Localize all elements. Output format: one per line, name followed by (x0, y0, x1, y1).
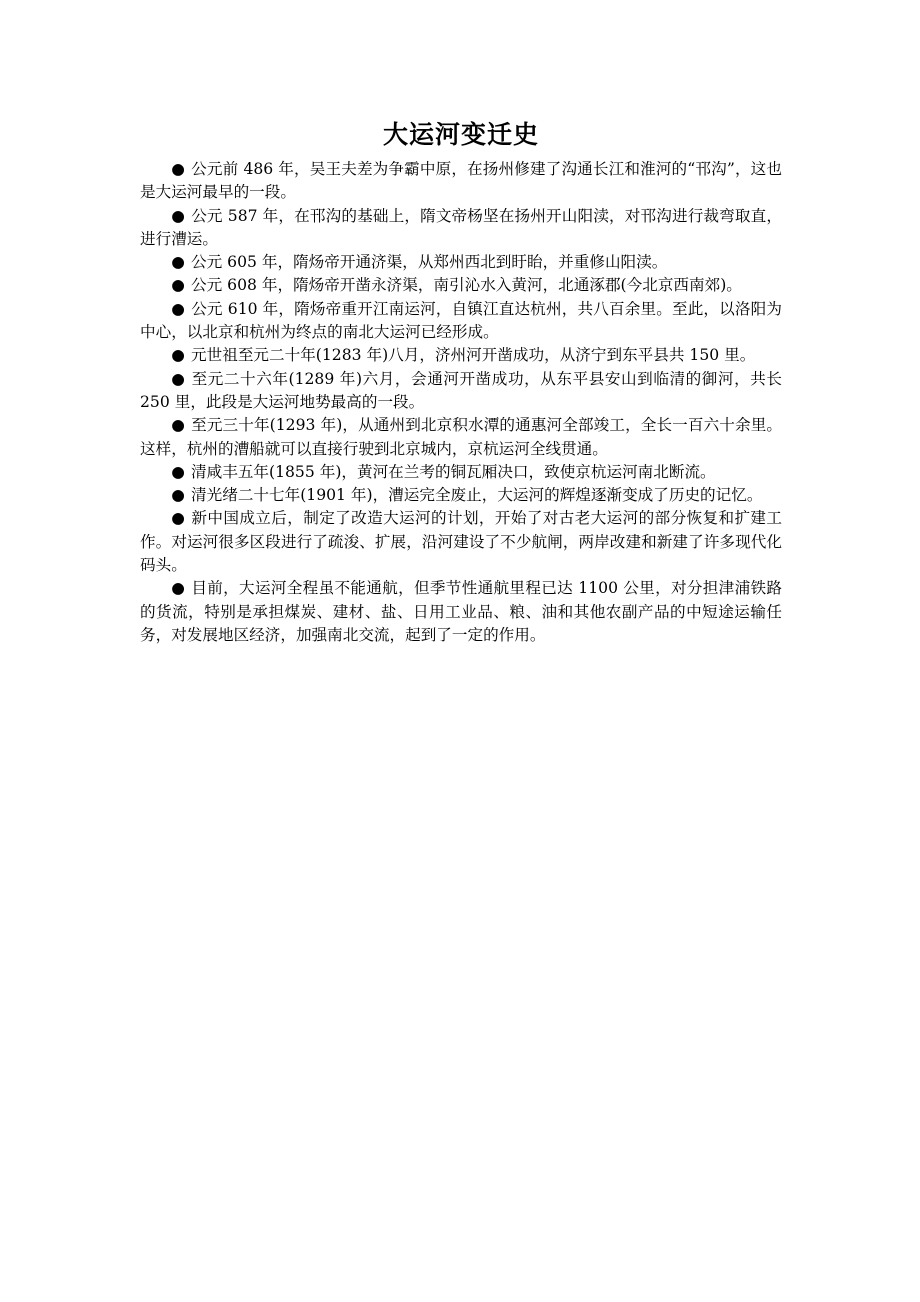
history-entry (140, 484, 782, 507)
entry-text: 公元 608 年，隋炀帝开凿永济渠，南引沁水入黄河，北通涿郡(今北京西南郊)。 (191, 276, 742, 295)
history-entry (140, 158, 782, 205)
document-title: 大运河变迁史 (382, 120, 539, 149)
bullet-icon: ● (171, 299, 185, 318)
entry-text: 公元前 486 年，吴王夫差为争霸中原，在扬州修建了沟通长江和淮河的“邗沟”，这也是大运河最早的一段。 (140, 160, 783, 202)
bullet-icon: ● (171, 462, 185, 481)
entry-text: 目前，大运河全程虽不能通航，但季节性通航里程已达 1100 公里，对分担津浦铁路的货流，特别是承担煤炭、建材、盐、日用工业品、粮、油和其他农副产品的中短途运输任务，对发展地区经济，加强南北交流，起到了一定的作用。 (140, 579, 782, 644)
bullet-icon: ● (171, 160, 185, 178)
entry-text: 元世祖至元二十年(1283 年)八月，济州河开凿成功，从济宁到东平县共 150 里。 (191, 346, 756, 365)
entry-text: 新中国成立后，制定了改造大运河的计划，开始了对古老大运河的部分恢复和扩建工作。对运河很多区段进行了疏浚、扩展，沿河建设了不少航闸，两岸改建和新建了许多现代化码头。 (140, 509, 782, 575)
bullet-icon: ● (171, 486, 185, 505)
entry-text: 公元 587 年，在邗沟的基础上，隋文帝杨坚在扬州开山阳渎，对邗沟进行裁弯取直，进行漕运。 (140, 206, 782, 248)
document-page (140, 118, 782, 647)
entry-text: 至元二十六年(1289 年)六月，会通河开凿成功，从东平县安山到临清的御河，共长 250 里，此段是大运河地势最高的一段。 (140, 369, 783, 411)
history-entry (140, 507, 782, 577)
history-entry (140, 414, 782, 461)
history-entry (140, 274, 782, 297)
bullet-icon: ● (171, 253, 185, 272)
bullet-icon: ● (171, 579, 186, 598)
bullet-icon: ● (171, 416, 185, 435)
bullet-icon: ● (171, 276, 185, 295)
history-entry (140, 205, 782, 252)
history-entry (140, 368, 782, 415)
entry-text: 清咸丰五年(1855 年)，黄河在兰考的铜瓦厢决口，致使京杭运河南北断流。 (191, 462, 716, 481)
bullet-icon: ● (171, 369, 186, 388)
history-entry-list (140, 158, 782, 647)
history-entry (140, 461, 782, 484)
bullet-icon: ● (171, 206, 185, 225)
history-entry (140, 251, 782, 274)
entry-text: 至元三十年(1293 年)，从通州到北京积水潭的通惠河全部竣工，全长一百六十余里。这样，杭州的漕船就可以直接行驶到北京城内，京杭运河全线贯通。 (140, 416, 782, 458)
history-entry (140, 577, 782, 647)
entry-text: 公元 610 年，隋炀帝重开江南运河，自镇江直达杭州，共八百余里。至此，以洛阳为中心，以北京和杭州为终点的南北大运河已经形成。 (140, 299, 782, 342)
entry-text: 清光绪二十七年(1901 年)，漕运完全废止，大运河的辉煌逐渐变成了历史的记忆。 (191, 486, 763, 505)
history-entry (140, 344, 782, 367)
history-entry (140, 298, 782, 345)
bullet-icon: ● (171, 509, 186, 528)
bullet-icon: ● (171, 346, 185, 365)
entry-text: 公元 605 年，隋炀帝开通济渠，从郑州西北到盱眙，并重修山阳渎。 (191, 253, 668, 272)
